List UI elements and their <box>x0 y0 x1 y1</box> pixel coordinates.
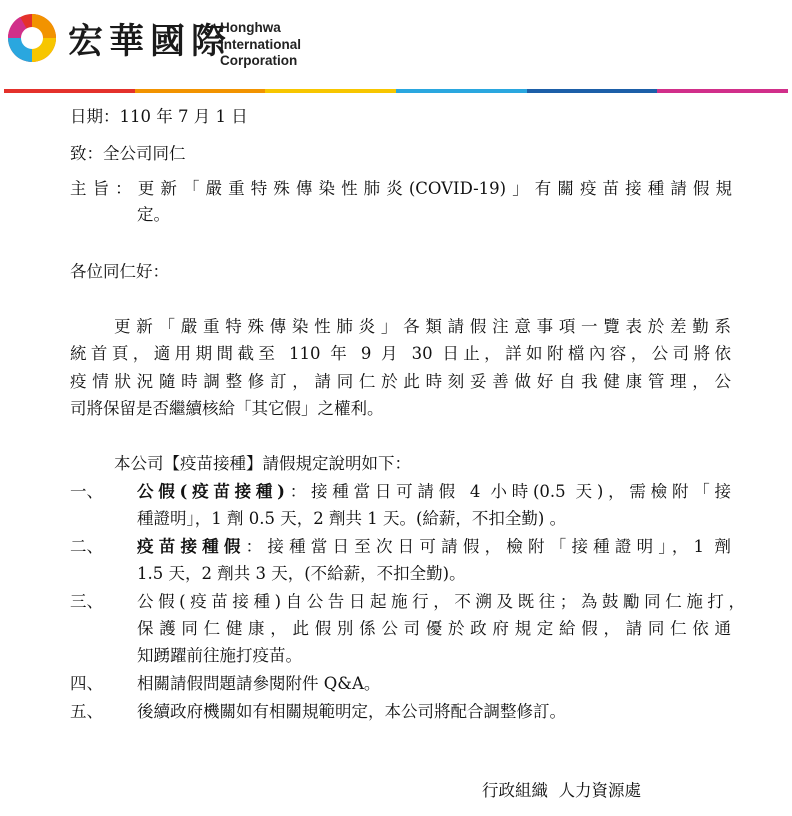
list-number: 五、 <box>70 702 103 721</box>
memo-subject: 主旨：更新「嚴重特殊傳染性肺炎(COVID-19)」有關疫苗接種請假規 <box>70 179 732 198</box>
memo-date: 日期：110 年 7 月 1 日 <box>70 107 248 126</box>
list-number: 三、 <box>70 592 103 611</box>
list-item-line: 種證明」，1 劑 0.5 天，2 劑共 1 天。(給薪，不扣全勤) 。 <box>137 509 567 528</box>
list-item-text: ：接種當日至次日可請假，檢附「接種證明」，1 劑 <box>245 537 732 556</box>
company-name-cn: 宏華國際 <box>68 21 233 62</box>
list-item-line: 知踴躍前往施打疫苗。 <box>137 646 302 665</box>
leave-type-name: 疫苗接種假 <box>137 537 246 556</box>
memo-greeting: 各位同仁好： <box>70 262 169 281</box>
list-number: 二、 <box>70 537 103 556</box>
list-item-text: ：接種當日可請假 4 小時(0.5 天)，需檢附「接 <box>285 482 731 501</box>
memo-subject-cont: 定。 <box>137 205 170 224</box>
list-item-line: 後續政府機關如有相關規範明定，本公司將配合調整修訂。 <box>137 702 566 721</box>
paragraph-line: 更新「嚴重特殊傳染性肺炎」各類請假注意事項一覽表於差勤系 <box>114 317 731 336</box>
honghwa-logo-icon <box>6 12 58 64</box>
rules-intro: 本公司【疫苗接種】請假規定說明如下： <box>114 454 411 473</box>
letterhead <box>0 0 792 96</box>
paragraph-line: 司將保留是否繼續核給「其它假」之權利。 <box>70 399 384 418</box>
signature: 行政組織 人力資源處 <box>482 781 641 800</box>
list-item-line: 相關請假問題請參閱附件 Q&A。 <box>137 674 381 693</box>
company-name-en-line: Corporation <box>220 53 298 68</box>
paragraph-line: 統首頁，適用期間截至 110 年 9 月 30 日止，詳如附檔內容，公司將依 <box>70 344 731 363</box>
memo-recipient: 致：全公司同仁 <box>70 144 186 163</box>
list-item-line: 1.5 天，2 劑共 3 天，(不給薪，不扣全勤)。 <box>137 564 466 583</box>
list-item-line <box>137 478 731 502</box>
list-number: 四、 <box>70 674 103 693</box>
paragraph-line: 疫情狀況隨時調整修訂，請同仁於此時刻妥善做好自我健康管理，公 <box>70 372 731 391</box>
list-number: 一、 <box>70 482 103 501</box>
list-item-line: 公假(疫苗接種)自公告日起施行，不溯及既往；為鼓勵同仁施打， <box>137 592 745 611</box>
company-name-en-line: International <box>220 36 302 52</box>
list-item-line <box>137 533 731 557</box>
company-name-en <box>220 20 301 70</box>
list-item-line: 保護同仁健康，此假別係公司優於政府規定給假，請同仁依通 <box>137 619 731 638</box>
leave-type-name: 公假(疫苗接種) <box>137 482 285 501</box>
company-name-en-line: Honghwa <box>220 20 281 35</box>
color-stripe <box>4 89 788 93</box>
